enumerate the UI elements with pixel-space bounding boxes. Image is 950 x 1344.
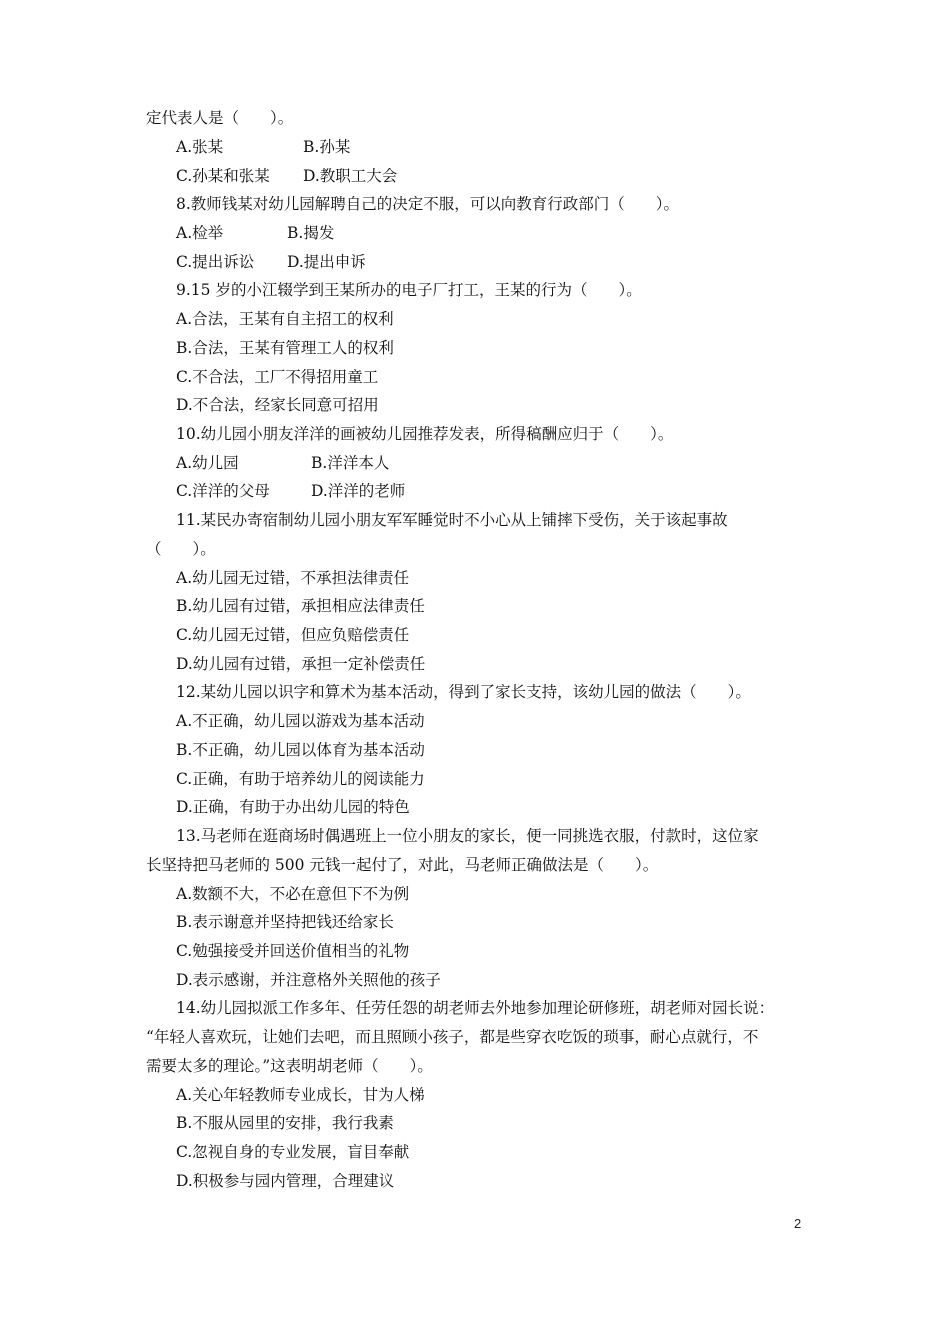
question-13-option-c: C.勉强接受并回送价值相当的礼物 [176, 942, 410, 960]
question-12-option-a: A.不正确，幼儿园以游戏为基本活动 [176, 712, 425, 730]
question-14-stem-continuation-1: “年轻人喜欢玩，让她们去吧，而且照顾小孩子，都是些穿衣吃饭的琐事，耐心点就行，不 [146, 1028, 759, 1046]
question-11-option-b: B.幼儿园有过错，承担相应法律责任 [176, 597, 425, 615]
question-7-option-c: C.孙某和张某 [176, 167, 270, 185]
question-7-option-d: D.教职工大会 [303, 167, 398, 185]
question-14-option-d: D.积极参与园内管理，合理建议 [176, 1172, 395, 1190]
question-12-stem: 12.某幼儿园以识字和算术为基本活动，得到了家长支持，该幼儿园的做法（ ）。 [176, 683, 751, 701]
question-9-option-c: C.不合法，工厂不得招用童工 [176, 368, 379, 386]
question-13-option-d: D.表示感谢，并注意格外关照他的孩子 [176, 971, 441, 989]
question-12-option-d: D.正确，有助于办出幼儿园的特色 [176, 798, 410, 816]
question-9-option-d: D.不合法，经家长同意可招用 [176, 396, 379, 414]
question-13-option-a: A.数额不大，不必在意但下不为例 [176, 885, 410, 903]
question-7-options-row-2 [176, 166, 398, 186]
question-10-stem: 10.幼儿园小朋友洋洋的画被幼儿园推荐发表，所得稿酬应归于（ ）。 [176, 425, 674, 443]
question-8-option-b: B.揭发 [287, 224, 335, 242]
question-7-stem-continuation: 定代表人是（ ）。 [146, 109, 294, 127]
question-8-option-c: C.提出诉讼 [176, 253, 255, 271]
question-8-option-a: A.检举 [176, 224, 224, 242]
page-number: 2 [794, 1216, 802, 1231]
question-11-option-a: A.幼儿园无过错，不承担法律责任 [176, 569, 410, 587]
question-9-option-a: A.合法，王某有自主招工的权利 [176, 310, 394, 328]
question-11-stem-continuation: （ ）。 [146, 540, 216, 558]
question-14-option-c: C.忽视自身的专业发展，盲目奉献 [176, 1143, 410, 1161]
question-9-option-b: B.合法，王某有管理工人的权利 [176, 339, 394, 357]
question-8-option-d: D.提出申诉 [287, 253, 366, 271]
question-11-option-c: C.幼儿园无过错，但应负赔偿责任 [176, 626, 410, 644]
question-10-option-b: B.洋洋本人 [311, 454, 390, 472]
question-10-option-a: A.幼儿园 [176, 454, 239, 472]
question-14-option-b: B.不服从园里的安排，我行我素 [176, 1114, 394, 1132]
question-9-stem: 9.15 岁的小江辍学到王某所办的电子厂打工，王某的行为（ ）。 [176, 281, 642, 299]
question-11-option-d: D.幼儿园有过错，承担一定补偿责任 [176, 655, 426, 673]
question-14-stem-continuation-2: 需要太多的理论。”这表明胡老师（ ）。 [146, 1057, 433, 1075]
question-12-option-c: C.正确，有助于培养幼儿的阅读能力 [176, 770, 425, 788]
question-7-option-a: A.张某 [176, 138, 224, 156]
question-13-stem: 13.马老师在逛商场时偶遇班上一位小朋友的家长，便一同挑选衣服，付款时，这位家 [176, 827, 759, 845]
question-14-option-a: A.关心年轻教师专业成长，甘为人梯 [176, 1086, 425, 1104]
question-10-option-c: C.洋洋的父母 [176, 482, 270, 500]
question-11-stem: 11.某民办寄宿制幼儿园小朋友军军睡觉时不小心从上铺摔下受伤，关于该起事故 [176, 511, 728, 529]
question-13-option-b: B.表示谢意并坚持把钱还给家长 [176, 913, 394, 931]
question-8-options-row-2 [176, 252, 366, 272]
question-10-options-row-1 [176, 453, 390, 473]
question-7-option-b: B.孙某 [303, 138, 351, 156]
question-10-option-d: D.洋洋的老师 [311, 482, 406, 500]
question-7-options-row-1 [176, 137, 351, 157]
question-13-stem-continuation: 长坚持把马老师的 500 元钱一起付了，对此，马老师正确做法是（ ）。 [146, 856, 659, 874]
question-10-options-row-2 [176, 481, 406, 501]
question-12-option-b: B.不正确，幼儿园以体育为基本活动 [176, 741, 425, 759]
question-8-options-row-1 [176, 223, 335, 243]
question-8-stem: 8.教师钱某对幼儿园解聘自己的决定不服，可以向教育行政部门（ ）。 [176, 195, 680, 213]
question-14-stem: 14.幼儿园拟派工作多年、任劳任怨的胡老师去外地参加理论研修班，胡老师对园长说： [176, 999, 775, 1017]
